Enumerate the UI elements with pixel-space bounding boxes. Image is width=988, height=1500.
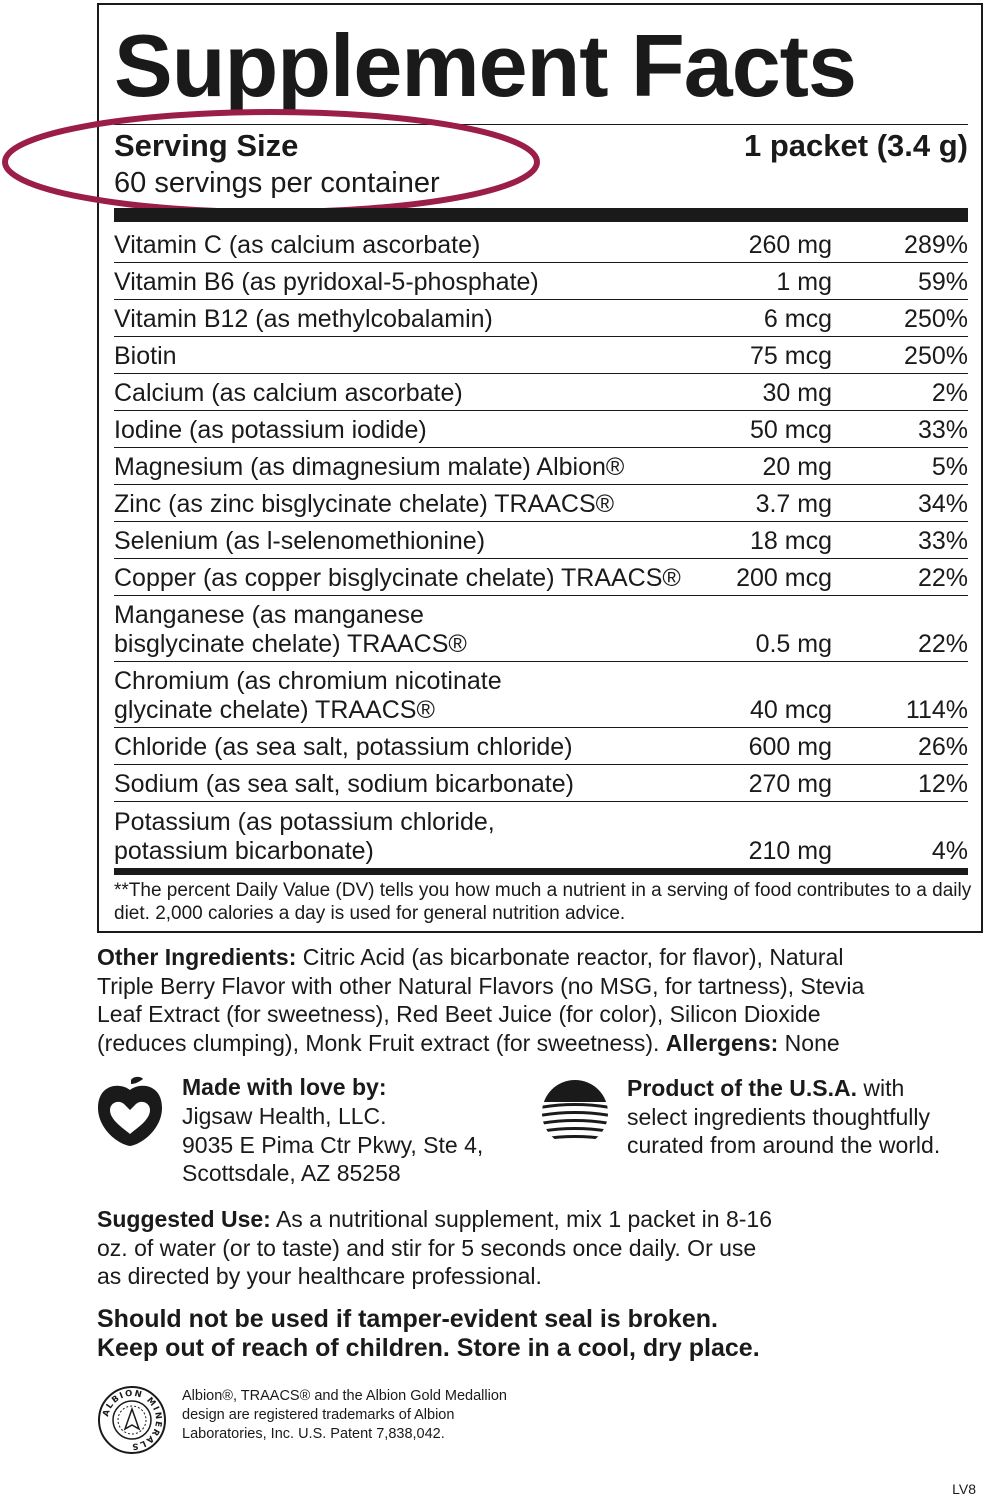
nutrient-amount: 3.7 mg	[755, 490, 832, 518]
nutrient-row	[114, 662, 968, 728]
nutrient-dv: 34%	[917, 490, 968, 518]
nutrient-amount: 600 mg	[748, 733, 832, 761]
seal-text: ALBION MINERALS	[101, 1388, 164, 1452]
table-bottom-rule	[114, 868, 968, 875]
label-code: LV8	[952, 1481, 976, 1497]
nutrient-row	[114, 411, 968, 448]
nutrient-name: Manganese (as manganese bisglycinate chelate) TRAACS®	[114, 601, 467, 658]
serving-size-label: Serving Size	[114, 128, 299, 163]
nutrient-amount: 50 mcg	[750, 416, 832, 444]
nutrient-row	[114, 802, 968, 868]
nutrient-row	[114, 263, 968, 300]
trademark-note: Albion®, TRAACS® and the Albion Gold Medallion design are registered trademarks of Albion Laboratories, Inc. U.S. Patent 7,838,042.	[182, 1388, 507, 1442]
nutrient-amount: 260 mg	[748, 231, 832, 259]
servings-per-container: 60 servings per container	[114, 167, 440, 199]
nutrient-name: Calcium (as calcium ascorbate)	[114, 379, 463, 407]
nutrient-name: Magnesium (as dimagnesium malate) Albion®	[114, 453, 625, 481]
origin-statement	[627, 1074, 967, 1160]
allergens-label: Allergens:	[665, 1029, 779, 1056]
nutrient-amount: 200 mcg	[736, 564, 832, 592]
nutrient-dv: 26%	[917, 733, 968, 761]
nutrient-dv: 22%	[917, 630, 968, 658]
nutrient-dv: 33%	[917, 416, 968, 444]
nutrient-row	[114, 374, 968, 411]
nutrient-amount: 0.5 mg	[755, 630, 832, 658]
made-by-address	[182, 1102, 483, 1188]
allergens-value: None	[778, 1029, 840, 1056]
nutrient-name: Vitamin C (as calcium ascorbate)	[114, 231, 481, 259]
made-by-line: 9035 E Pima Ctr Pkwy, Ste 4,	[182, 1131, 484, 1158]
nutrient-dv: 5%	[931, 453, 968, 481]
other-ingredients-label: Other Ingredients:	[97, 944, 297, 970]
nutrient-name: Sodium (as sea salt, sodium bicarbonate)	[114, 770, 574, 798]
nutrient-name: Vitamin B6 (as pyridoxal-5-phosphate)	[114, 268, 539, 296]
made-by-line: Scottsdale, AZ 85258	[182, 1160, 401, 1186]
nutrient-row	[114, 485, 968, 522]
nutrient-name: Copper (as copper bisglycinate chelate) TRAACS®	[114, 564, 681, 592]
nutrient-dv: 250%	[904, 342, 968, 370]
nutrient-dv: 59%	[917, 268, 968, 296]
nutrient-name: Zinc (as zinc bisglycinate chelate) TRAACS®	[114, 490, 615, 518]
origin-heading: Product of the U.S.A.	[627, 1075, 857, 1101]
nutrient-row	[114, 448, 968, 485]
nutrient-name: Selenium (as l-selenomethionine)	[114, 527, 486, 555]
other-ingredients	[97, 943, 897, 1057]
nutrient-amount: 210 mg	[748, 837, 832, 865]
apple-heart-icon	[95, 1076, 165, 1148]
nutrient-row	[114, 728, 968, 765]
nutrient-name: Chromium (as chromium nicotinate glycinate chelate) TRAACS®	[114, 667, 502, 724]
nutrient-name: Vitamin B12 (as methylcobalamin)	[114, 305, 493, 333]
nutrient-name: Biotin	[114, 342, 177, 370]
nutrient-amount: 30 mg	[762, 379, 832, 407]
nutrient-amount: 40 mcg	[750, 696, 832, 724]
nutrient-row	[114, 765, 968, 802]
nutrient-name: Iodine (as potassium iodide)	[114, 416, 427, 444]
nutrient-amount: 270 mg	[748, 770, 832, 798]
nutrient-row	[114, 596, 968, 662]
nutrient-dv: 2%	[931, 379, 968, 407]
warning-line: Should not be used if tamper-evident seal is broken.	[97, 1305, 718, 1333]
suggested-use-text: As a nutritional supplement, mix 1 packet in 8-16 oz. of water (or to taste) and stir for 5 seconds once daily. Or use as directed by your healthcare professional.	[97, 1206, 772, 1289]
nutrient-name: Chloride (as sea salt, potassium chloride)	[114, 733, 573, 761]
nutrient-dv: 289%	[904, 231, 968, 259]
nutrient-amount: 20 mg	[762, 453, 832, 481]
nutrient-dv: 12%	[917, 770, 968, 798]
nutrient-amount: 6 mcg	[763, 305, 832, 333]
origin-text: with select ingredients thoughtfully curated from around the world.	[627, 1075, 941, 1158]
nutrient-row	[114, 226, 968, 263]
nutrient-dv: 22%	[917, 564, 968, 592]
suggested-use-label: Suggested Use:	[97, 1206, 271, 1232]
other-ingredients-text: Citric Acid (as bicarbonate reactor, for flavor), Natural Triple Berry Flavor with other Natural Flavors (no MSG, for tartness), Stevia Leaf Extract (for sweetness), Red Beet Juice (for color), Silicon Dioxide (reduces clumping), Monk Fruit extract (for sweetness).	[97, 944, 865, 1056]
nutrient-row	[114, 300, 968, 337]
nutrient-amount: 75 mcg	[750, 342, 832, 370]
svg-text:ALBION MINERALS	[101, 1389, 163, 1452]
us-flag-globe-icon	[540, 1078, 610, 1148]
made-by-line: Jigsaw Health, LLC.	[182, 1103, 387, 1129]
nutrient-row	[114, 559, 968, 596]
nutrient-amount: 18 mcg	[750, 527, 832, 555]
panel-title: Supplement Facts	[114, 16, 856, 115]
nutrient-dv: 33%	[917, 527, 968, 555]
nutrient-name: Potassium (as potassium chloride, potassium bicarbonate)	[114, 808, 495, 865]
albion-minerals-medallion-icon	[96, 1384, 168, 1456]
made-by-heading: Made with love by:	[182, 1074, 387, 1100]
nutrient-dv: 250%	[904, 305, 968, 333]
suggested-use	[97, 1205, 777, 1291]
nutrient-amount: 1 mg	[776, 268, 832, 296]
serving-size-value: 1 packet (3.4 g)	[744, 128, 968, 163]
nutrient-row	[114, 522, 968, 559]
dv-footnote: **The percent Daily Value (DV) tells you how much a nutrient in a serving of food contributes to a daily diet. 2,000 calories a day is used for general nutrition advice.	[114, 880, 972, 924]
nutrient-dv: 114%	[905, 696, 968, 724]
nutrient-row	[114, 337, 968, 374]
warnings	[97, 1305, 760, 1363]
warning-line: Keep out of reach of children. Store in a cool, dry place.	[97, 1334, 760, 1362]
serving-rule	[114, 208, 968, 222]
serving-highlight-oval	[0, 104, 560, 224]
nutrient-dv: 4%	[931, 837, 968, 865]
